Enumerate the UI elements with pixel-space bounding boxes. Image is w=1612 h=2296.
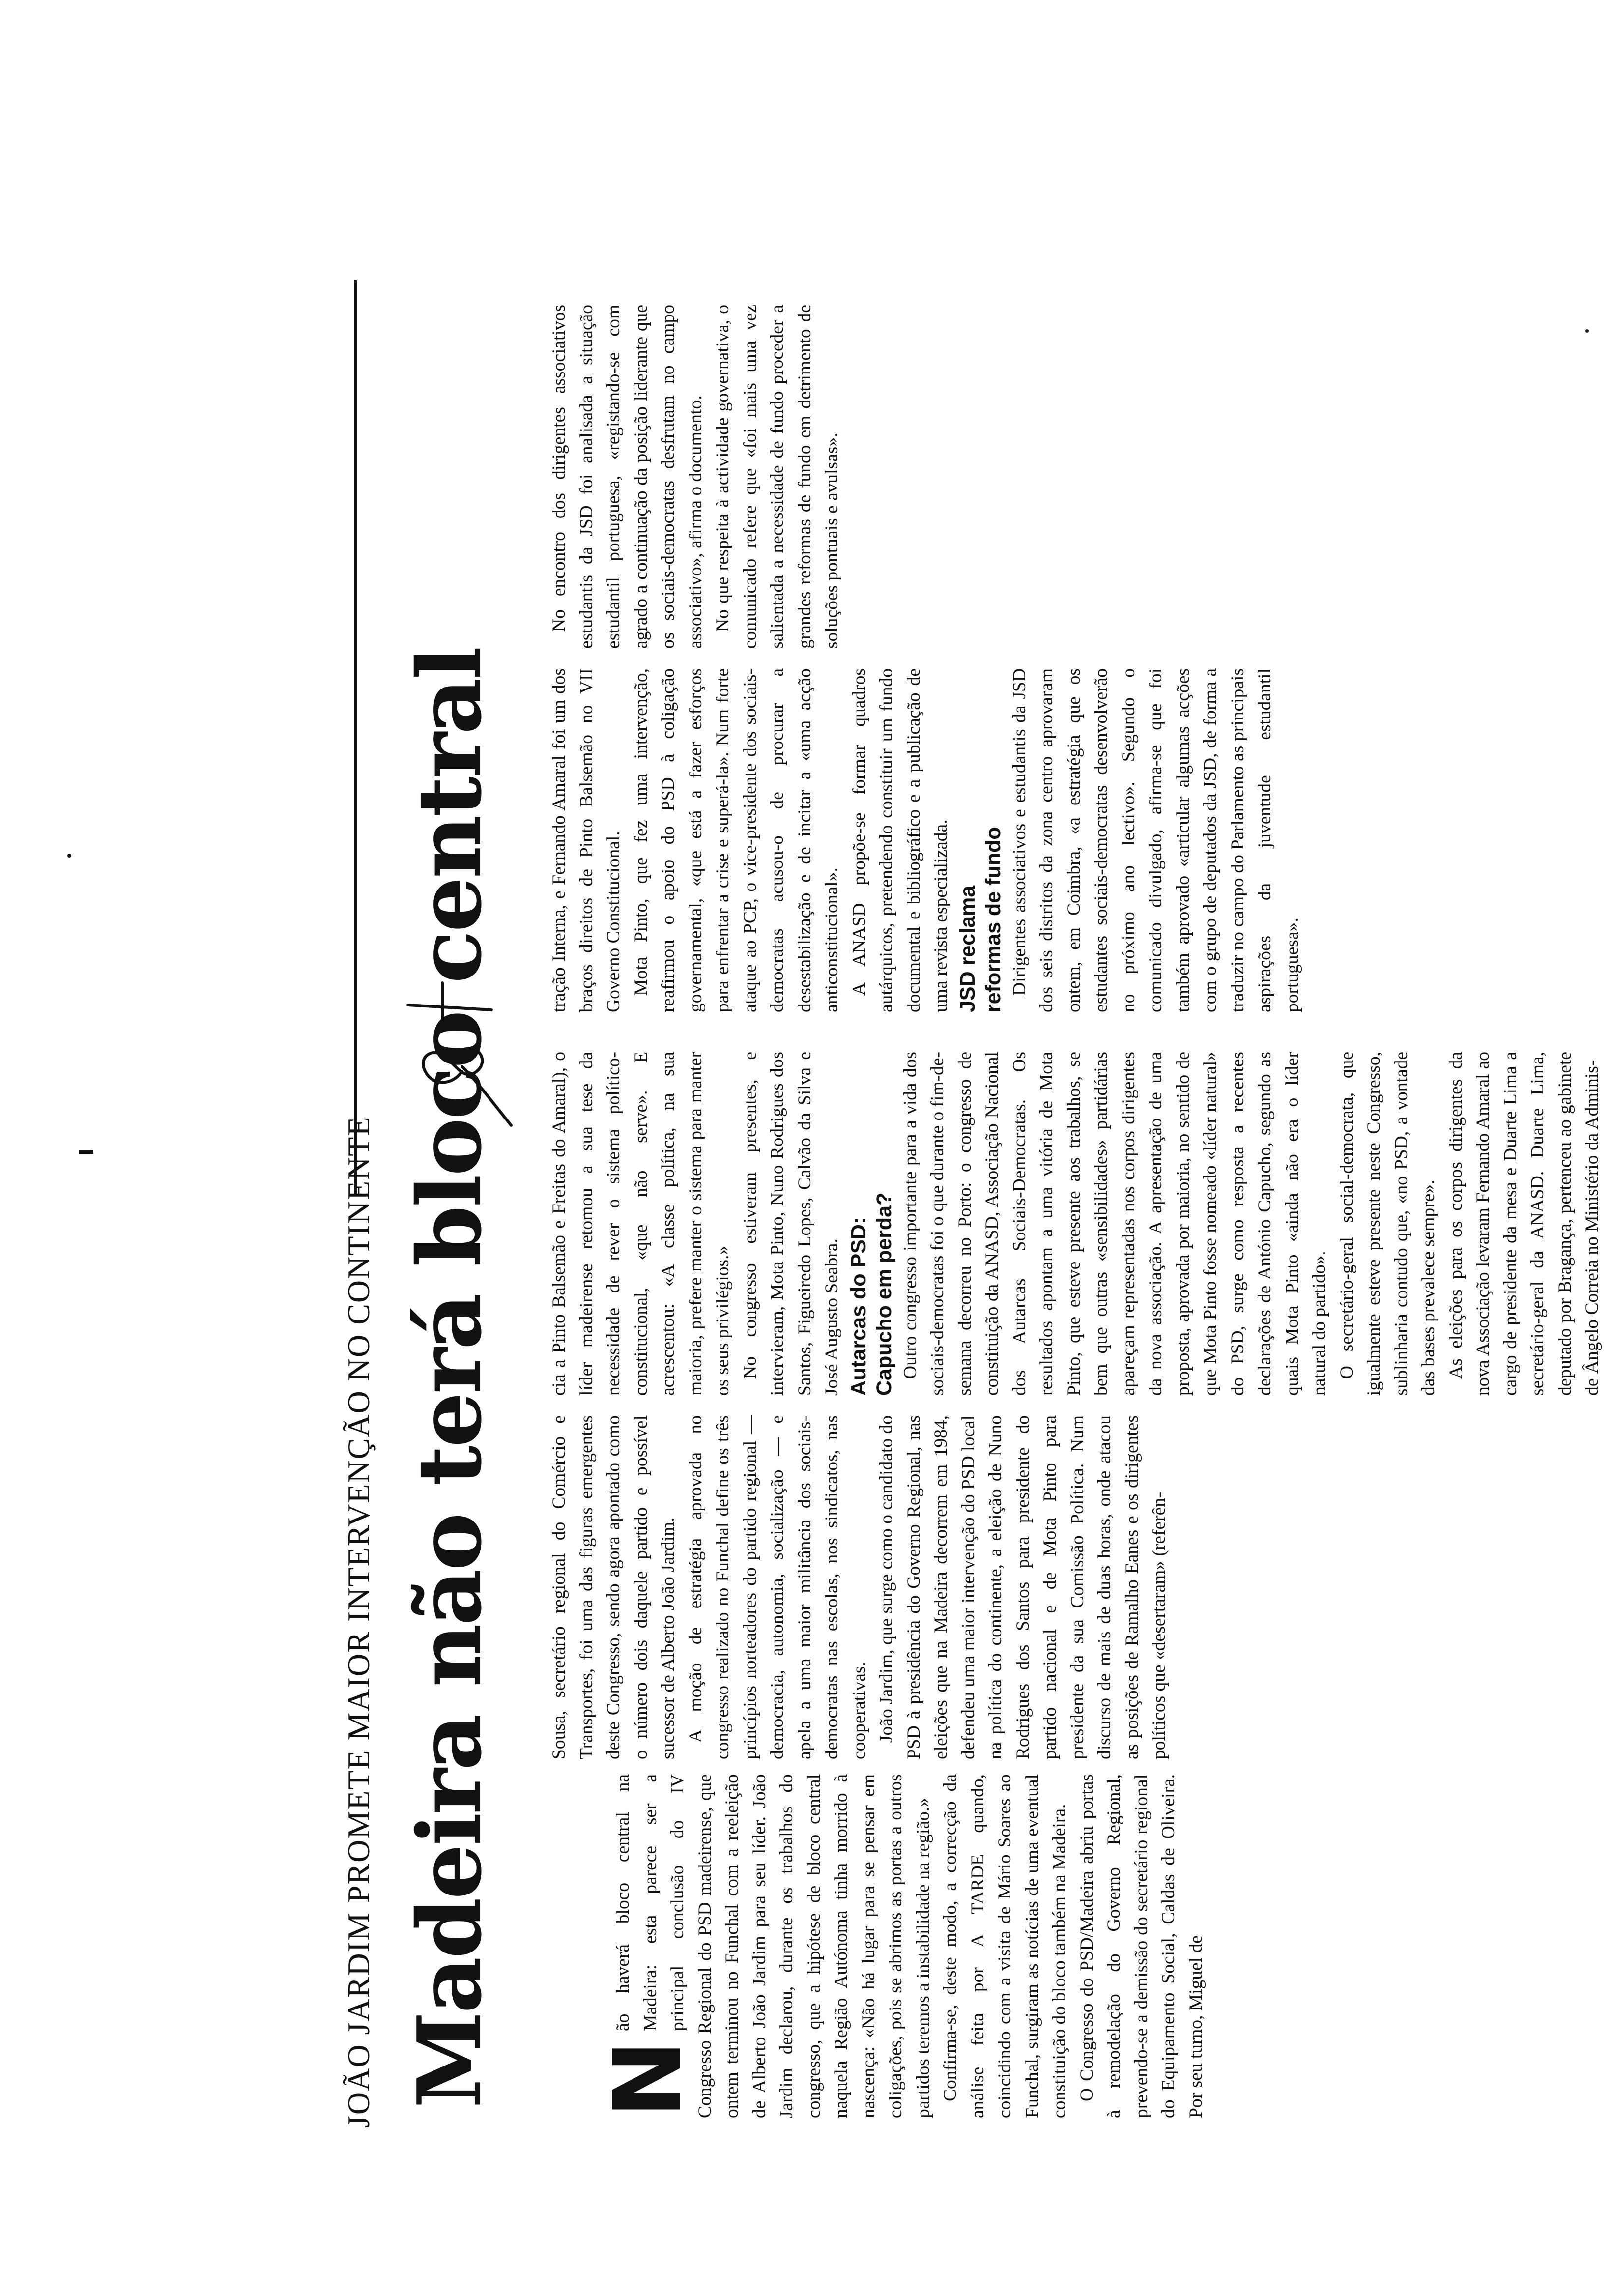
scan-speck: [79, 1150, 93, 1154]
paragraph: Sousa, secretário regional do Comércio e Transportes, foi uma das figuras emergentes deste Congresso, sendo agora apontado como o número dois daquele partido e possível sucessor de Alberto João Jardim.: [549, 1415, 678, 1759]
kicker-line: JOÃO JARDIM PROMETE MAIOR INTERVENÇÃO NO CONTINENTE: [341, 1116, 376, 2128]
handwritten-annotation: [378, 968, 526, 1145]
subheading-line-2: Capucho em perda?: [872, 1192, 896, 1396]
paragraph: Mota Pinto, que fez uma intervenção, reafirmou o apoio do PSD à coligação governamental, «que está a fazer esforços para enfrentar a crise e superá-la». Num forte ataque ao PCP, o vice-presidente dos sociais-democratas acusou-o de procurar a desestabilização e de incitar a «uma acção anticonstitucional».: [631, 668, 842, 1012]
paragraph: João Jardim, que surge como o candidato do PSD à presidência do Governo Regional, nas eleições que na Madeira decorrem em 1984, defendeu uma maior intervenção do PSD local na política do continente, a eleição de Nuno Rodrigues dos Santos para presidente do partido nacional e de Mota Pinto para presidente da sua Comissão Política. Num discurso de mais de duas horas, onde atacou as posições de Ramalho Eanes e os dirigentes políticos que «desertaram» (referên-: [876, 1415, 1169, 1759]
paragraph-lead: [594, 1774, 937, 2118]
paragraph: Outro congresso importante para a vida dos sociais-democratas foi o que durante o fim-de-semana decorreu no Porto: o congresso de constituição da ANASD, Associação Nacional dos Autarcas Sociais-Democratas. Os resultados apontam a uma vitória de Mota Pinto, que esteve presente aos trabalhos, se bem que outras «sensibilidades» partidárias apareçam representadas nos corpos dirigentes da nova associação. A apresentação de uma proposta, aprovada por maioria, no sentido de que Mota Pinto fosse nomeado «líder natural» do PSD, surge como resposta a recentes declarações de António Capucho, segundo as quais Mota Pinto «ainda não era o líder natural do partido».: [900, 1052, 1329, 1396]
paragraph: Confirma-se, deste modo, a correcção da análise feita por A TARDE quando, coincidindo com a visita de Mário Soares ao Funchal, surgiram as notícias de uma eventual constituição do bloco também na Madeira.: [940, 1774, 1069, 2118]
section-subheading: [955, 668, 1006, 1012]
paragraph: A ANASD propõe-se formar quadros autárquicos, pretendendo constituir um fundo documental e bibliográfico e a publicação de uma revista especializada.: [849, 668, 951, 1012]
headline: Madeira não terá bloco central: [398, 648, 501, 2108]
article-column-2: [546, 1415, 1568, 1759]
paragraph: O secretário-geral social-democrata, que igualmente esteve presente neste Congresso, sublinharia contudo que, «no PSD, a vontade das bases prevalece sempre».: [1336, 1052, 1439, 1396]
article-column-5: [546, 305, 1568, 649]
paragraph: No congresso estiveram presentes, e intervieram, Mota Pinto, Nuno Rodrigues dos Santos, Figueiredo Lopes, Calvão da Silva e José Augusto Seabra.: [740, 1052, 842, 1396]
section-subheading: [846, 1052, 897, 1396]
scan-speck: [67, 854, 71, 858]
top-rule: [354, 280, 357, 1194]
paragraph: cia a Pinto Balsemão e Freitas do Amaral), o líder madeirense retomou a sua tese da necessidade de rever o sistema político-constitucional, «que não serve». E acrescentou: «A classe política, na sua maioria, prefere manter o sistema para manter os seus privilégios.»: [549, 1052, 733, 1396]
article-column-4: [546, 668, 1568, 1012]
paragraph: O Congresso do PSD/Madeira abriu portas à remodelação do Governo Regional, prevendo-se a demissão do secretário regional do Equipamento Social, Caldas de Oliveira. Por seu turno, Miguel de: [1076, 1774, 1206, 2118]
subheading-line-1: Autarcas do PSD:: [846, 1217, 870, 1396]
paragraph: A moção de estratégia aprovada no congresso realizado no Funchal define os três princípios norteadores do partido regional — democracia, autonomia, socialização — e apela a uma maior militância dos sociais-democratas nas escolas, nos sindicatos, nas cooperativas.: [685, 1415, 869, 1759]
article-column-1: [594, 1774, 1573, 2118]
article-column-3: [546, 1052, 1602, 1396]
newspaper-article: [334, 280, 1602, 2128]
paragraph-text: ão haverá bloco central na Madeira: esta parece ser a principal conclusão do IV Congresso Regional do PSD madeirense, que ontem terminou no Funchal com a reeleição de Alberto João Jardim para seu líder. João Jardim declarou, durante os trabalhos do congresso, que a hipótese de bloco central naquela Região Autónoma tinha morrido à nascença: «Não há lugar para se pensar em coligações, pois se abrimos as portas a outros partidos teremos a instabilidade na região.»: [613, 1774, 933, 2118]
handwritten-annotation-drawing: [378, 968, 526, 1145]
paragraph: Dirigentes associativos e estudantis da JSD dos seis distritos da zona centro aprovaram ontem, em Coimbra, «a estratégia que os estudantes sociais-democratas desenvolverão no próximo ano lectivo». Segundo o comunicado divulgado, afirma-se que foi também aprovado «articular algumas acções com o grupo de deputados da JSD, de forma a traduzir no campo do Parlamento as principais aspirações da juventude estudantil portuguesa».: [1009, 668, 1302, 1012]
paragraph: tração Interna, e Fernando Amaral foi um dos braços direitos de Pinto Balsemão no VII Governo Constitucional.: [549, 668, 624, 1012]
drop-cap: N: [594, 2039, 702, 2118]
subheading-line-2: reformas de fundo: [981, 827, 1005, 1012]
paragraph: No encontro dos dirigentes associativos estudantis da JSD foi analisada a situação estudantil portuguesa, «registando-se com agrado a continuação da posição liderante que os sociais-democratas desfrutam no campo associativo», afirma o documento.: [549, 305, 706, 649]
paragraph: As eleições para os corpos dirigentes da nova Associação levaram Fernando Amaral ao cargo de presidente da mesa e Duarte Lima a secretário-geral da ANASD. Duarte Lima, deputado por Bragança, pertenceu ao gabinete de Ângelo Correia no Ministério da Adminis-: [1445, 1052, 1602, 1396]
paragraph: No que respeita à actividade governativa, o comunicado refere que «foi mais uma vez salientada a necessidade de fundo proceder a grandes reformas de fundo em detrimento de soluções pontuais e avulsas».: [713, 305, 842, 649]
subheading-line-1: JSD reclama: [955, 885, 979, 1012]
